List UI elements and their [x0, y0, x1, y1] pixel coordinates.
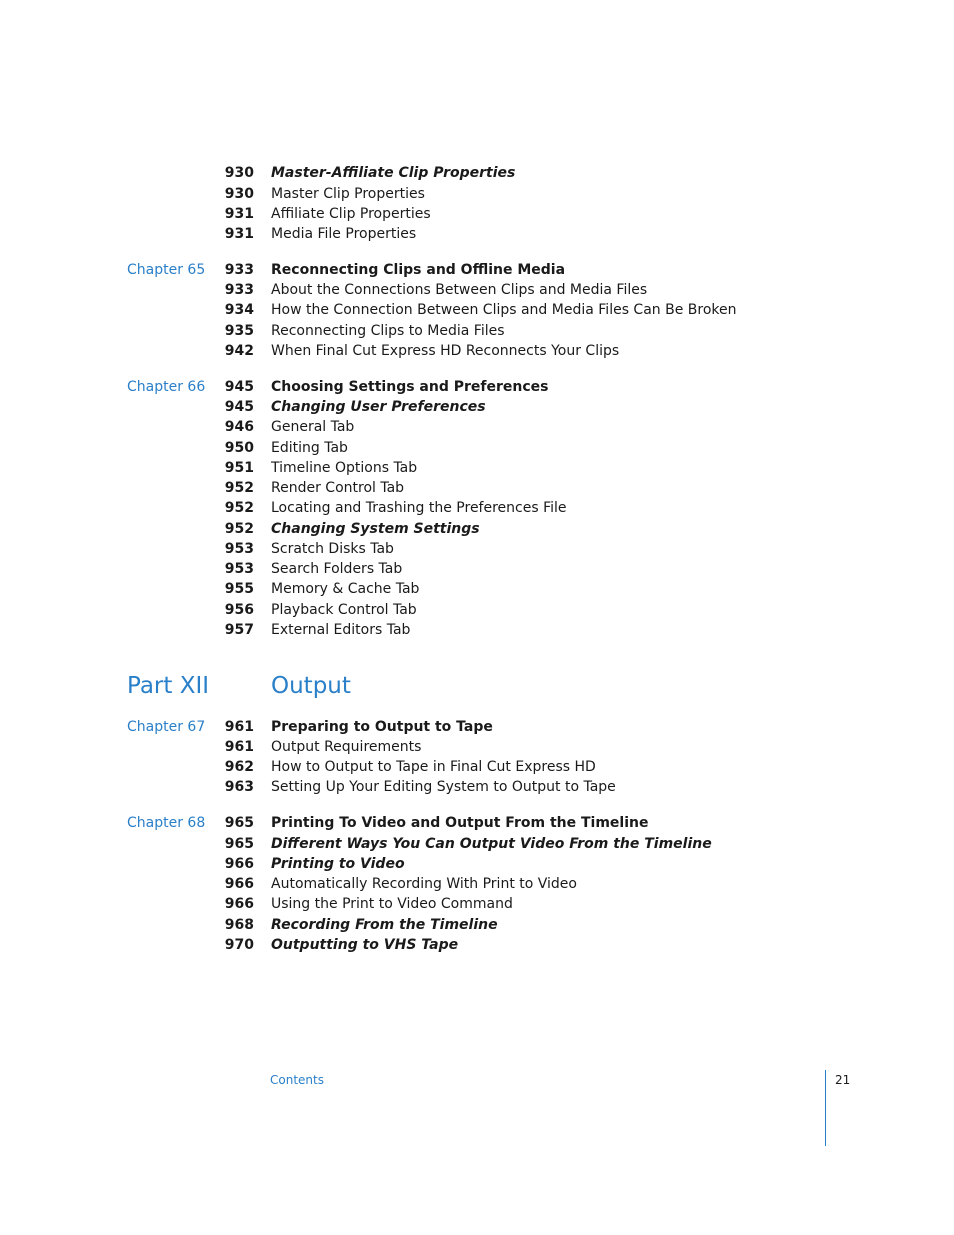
toc-entry[interactable] — [0, 397, 954, 417]
toc-entry[interactable] — [0, 935, 954, 955]
toc-entry-title[interactable]: Media File Properties — [271, 226, 417, 242]
toc-entry[interactable] — [0, 854, 954, 874]
toc-entry-title[interactable]: Changing System Settings — [271, 521, 480, 537]
toc-entry-title[interactable]: Reconnecting Clips to Media Files — [271, 323, 505, 339]
toc-entry-title[interactable]: Memory & Cache Tab — [271, 581, 420, 597]
chapter-label: Chapter 67 — [127, 719, 206, 735]
toc-page-number: 934 — [224, 302, 254, 318]
toc-entry-title[interactable]: Reconnecting Clips and Offline Media — [271, 262, 566, 278]
toc-entry[interactable] — [0, 874, 954, 894]
toc-entry-title[interactable]: Output Requirements — [271, 739, 422, 755]
toc-page-number: 930 — [224, 186, 254, 202]
toc-entry-title[interactable]: Affiliate Clip Properties — [271, 206, 431, 222]
toc-entry[interactable] — [0, 498, 954, 518]
toc-entry-title[interactable]: Editing Tab — [271, 440, 348, 456]
toc-entry-title[interactable]: Render Control Tab — [271, 480, 405, 496]
toc-entry[interactable] — [0, 737, 954, 757]
toc-entry[interactable] — [0, 321, 954, 341]
toc-entry[interactable] — [0, 777, 954, 797]
toc-entry-title[interactable]: How to Output to Tape in Final Cut Express HD — [271, 759, 596, 775]
toc-entry[interactable] — [0, 579, 954, 599]
toc-page-number: 970 — [224, 937, 254, 953]
toc-entry[interactable] — [0, 417, 954, 437]
toc-entry-title[interactable]: Outputting to VHS Tape — [271, 937, 459, 953]
toc-page-number: 942 — [224, 343, 254, 359]
footer-page-number: 21 — [835, 1073, 851, 1087]
toc-entry-title[interactable]: When Final Cut Express HD Reconnects Your Clips — [271, 343, 620, 359]
toc-entry-title[interactable]: Master-Affiliate Clip Properties — [271, 165, 516, 181]
toc-entry-title[interactable]: Search Folders Tab — [271, 561, 403, 577]
toc-chapter-heading[interactable] — [0, 813, 954, 833]
toc-entry[interactable] — [0, 600, 954, 620]
toc-page-number: 961 — [224, 739, 254, 755]
toc-page-number: 931 — [224, 226, 254, 242]
toc-entry[interactable] — [0, 184, 954, 204]
toc-entry-title[interactable]: How the Connection Between Clips and Media Files Can Be Broken — [271, 302, 737, 318]
toc-page-number: 966 — [224, 896, 254, 912]
part-label: Part XII — [127, 673, 210, 699]
toc-entry-title[interactable]: Printing to Video — [271, 856, 405, 872]
chapter-label: Chapter 65 — [127, 262, 206, 278]
toc-page-number: 946 — [224, 419, 254, 435]
toc-entry-title[interactable]: Choosing Settings and Preferences — [271, 379, 549, 395]
toc-page-number: 952 — [224, 500, 254, 516]
toc-entry-title[interactable]: Playback Control Tab — [271, 602, 417, 618]
toc-entry[interactable] — [0, 341, 954, 361]
toc-entry[interactable] — [0, 438, 954, 458]
toc-chapter-heading[interactable] — [0, 260, 954, 280]
toc-page-number: 950 — [224, 440, 254, 456]
toc-entry[interactable] — [0, 519, 954, 539]
toc-entry-title[interactable]: Preparing to Output to Tape — [271, 719, 493, 735]
toc-chapter-heading[interactable] — [0, 717, 954, 737]
toc-entry-title[interactable]: Master Clip Properties — [271, 186, 425, 202]
toc-page-number: 945 — [224, 379, 254, 395]
part-title[interactable]: Output — [271, 673, 351, 699]
chapter-label: Chapter 66 — [127, 379, 206, 395]
toc-page-number: 953 — [224, 561, 254, 577]
toc-page-number: 933 — [224, 262, 254, 278]
toc-page-number: 930 — [224, 165, 254, 181]
toc-page-number: 953 — [224, 541, 254, 557]
toc-page-number: 966 — [224, 876, 254, 892]
toc-entry[interactable] — [0, 915, 954, 935]
toc-page-number: 965 — [224, 815, 254, 831]
toc-entry[interactable] — [0, 280, 954, 300]
toc-page-number: 952 — [224, 521, 254, 537]
toc-entry-title[interactable]: Timeline Options Tab — [271, 460, 418, 476]
toc-entry-title[interactable]: External Editors Tab — [271, 622, 411, 638]
toc-entry-title[interactable]: Locating and Trashing the Preferences File — [271, 500, 567, 516]
toc-entry[interactable] — [0, 757, 954, 777]
toc-entry[interactable] — [0, 300, 954, 320]
toc-page-number: 968 — [224, 917, 254, 933]
toc-entry-title[interactable]: General Tab — [271, 419, 355, 435]
footer-divider — [825, 1070, 826, 1146]
toc-entry[interactable] — [0, 163, 954, 183]
toc-entry-title[interactable]: Automatically Recording With Print to Video — [271, 876, 577, 892]
toc-page-number: 966 — [224, 856, 254, 872]
toc-entry[interactable] — [0, 204, 954, 224]
toc-entry-title[interactable]: Recording From the Timeline — [271, 917, 498, 933]
toc-entry[interactable] — [0, 894, 954, 914]
chapter-label: Chapter 68 — [127, 815, 206, 831]
toc-page-number: 965 — [224, 836, 254, 852]
toc-entry[interactable] — [0, 559, 954, 579]
toc-page-number: 951 — [224, 460, 254, 476]
toc-page-number: 955 — [224, 581, 254, 597]
toc-page-number: 933 — [224, 282, 254, 298]
toc-page-number: 963 — [224, 779, 254, 795]
toc-entry-title[interactable]: Changing User Preferences — [271, 399, 486, 415]
toc-entry-title[interactable]: Using the Print to Video Command — [271, 896, 513, 912]
toc-entry[interactable] — [0, 834, 954, 854]
toc-entry-title[interactable]: Different Ways You Can Output Video From the Timeline — [271, 836, 712, 852]
toc-entry[interactable] — [0, 478, 954, 498]
toc-page-number: 945 — [224, 399, 254, 415]
toc-chapter-heading[interactable] — [0, 377, 954, 397]
toc-page-number: 935 — [224, 323, 254, 339]
toc-entry[interactable] — [0, 458, 954, 478]
toc-entry[interactable] — [0, 224, 954, 244]
toc-page-number: 962 — [224, 759, 254, 775]
footer-section-label: Contents — [270, 1073, 324, 1087]
toc-page-number: 961 — [224, 719, 254, 735]
toc-entry-title[interactable]: Scratch Disks Tab — [271, 541, 394, 557]
toc-entry[interactable] — [0, 620, 954, 640]
toc-page-number: 931 — [224, 206, 254, 222]
toc-entry-title[interactable]: Printing To Video and Output From the Timeline — [271, 815, 649, 831]
toc-entry-title[interactable]: About the Connections Between Clips and Media Files — [271, 282, 648, 298]
toc-page-number: 952 — [224, 480, 254, 496]
toc-entry[interactable] — [0, 539, 954, 559]
toc-entry-title[interactable]: Setting Up Your Editing System to Output to Tape — [271, 779, 616, 795]
toc-page-number: 957 — [224, 622, 254, 638]
toc-page-number: 956 — [224, 602, 254, 618]
